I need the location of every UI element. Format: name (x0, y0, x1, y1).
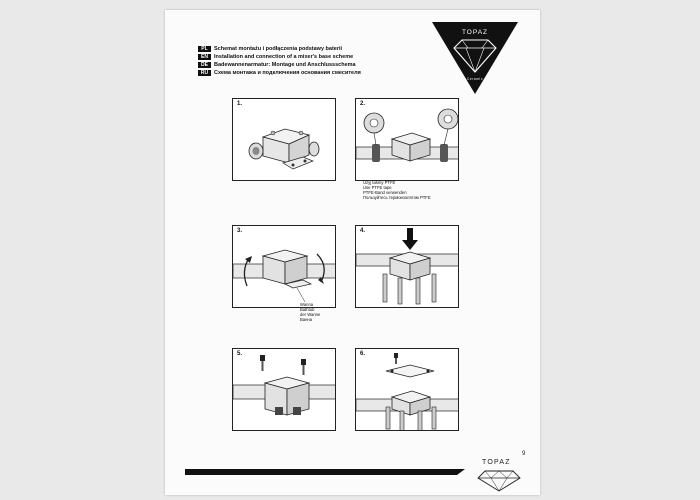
step-3-caption (300, 302, 320, 322)
caption-line-en: Bathtub (300, 307, 315, 312)
step-number: 5. (237, 351, 243, 357)
footer-bar (185, 469, 465, 475)
step-1-illustration (233, 99, 336, 181)
lang-code-pl: PL (198, 46, 211, 52)
step-1-panel (232, 98, 336, 181)
logo-text: TOPAZ (461, 29, 489, 36)
footer-diamond-icon (476, 466, 522, 492)
header-text-de: Badewannenarmatur: Montage und Anschlussschema (214, 61, 356, 68)
header-line-en (198, 53, 448, 60)
step-5-panel (232, 348, 336, 431)
header-text-ru: Схема монтажа и подключения основания смесителя (214, 69, 361, 76)
step-6-illustration (356, 349, 459, 431)
logo-subtext: Ceramic (466, 77, 484, 81)
step-5-illustration (233, 349, 336, 431)
step-number: 6. (360, 351, 366, 357)
header-line-de (198, 61, 448, 68)
step-2-illustration (356, 99, 459, 181)
lang-code-ru: RU (198, 70, 211, 76)
caption-line-en: Use PTFE tape (363, 185, 392, 190)
step-3-illustration (233, 226, 336, 308)
header-line-pl (198, 45, 448, 52)
step-4-illustration (356, 226, 459, 308)
header-line-ru (198, 69, 448, 76)
step-number: 2. (360, 101, 366, 107)
step-number: 3. (237, 228, 243, 234)
step-6-panel (355, 348, 459, 431)
step-number: 4. (360, 228, 366, 234)
caption-line-ru: Пользуйтесь термоизолятом PTFE (363, 195, 431, 200)
lang-code-de: DE (198, 62, 211, 68)
lang-code-en: EN (198, 54, 211, 60)
caption-line-pl: Wanna (300, 302, 314, 307)
header-text-pl: Schemat montażu i podłączenia podstawy baterii (214, 45, 343, 52)
page-number: 9 (522, 451, 526, 457)
caption-line-ru: Ванна (300, 317, 313, 322)
header-titles (198, 45, 448, 77)
caption-line-de: der Wanne (300, 312, 321, 317)
footer-brand-text: TOPAZ (482, 459, 511, 466)
header-text-en: Installation and connection of a mixer's base scheme (214, 53, 354, 60)
caption-line-de: PTFE-Band verwenden (363, 190, 407, 195)
step-4-panel (355, 225, 459, 308)
step-3-panel (232, 225, 336, 308)
caption-line-pl: Użyj taśmy PTFE (363, 180, 396, 185)
step-2-panel (355, 98, 459, 181)
step-number: 1. (237, 101, 243, 107)
step-2-caption (363, 180, 431, 200)
